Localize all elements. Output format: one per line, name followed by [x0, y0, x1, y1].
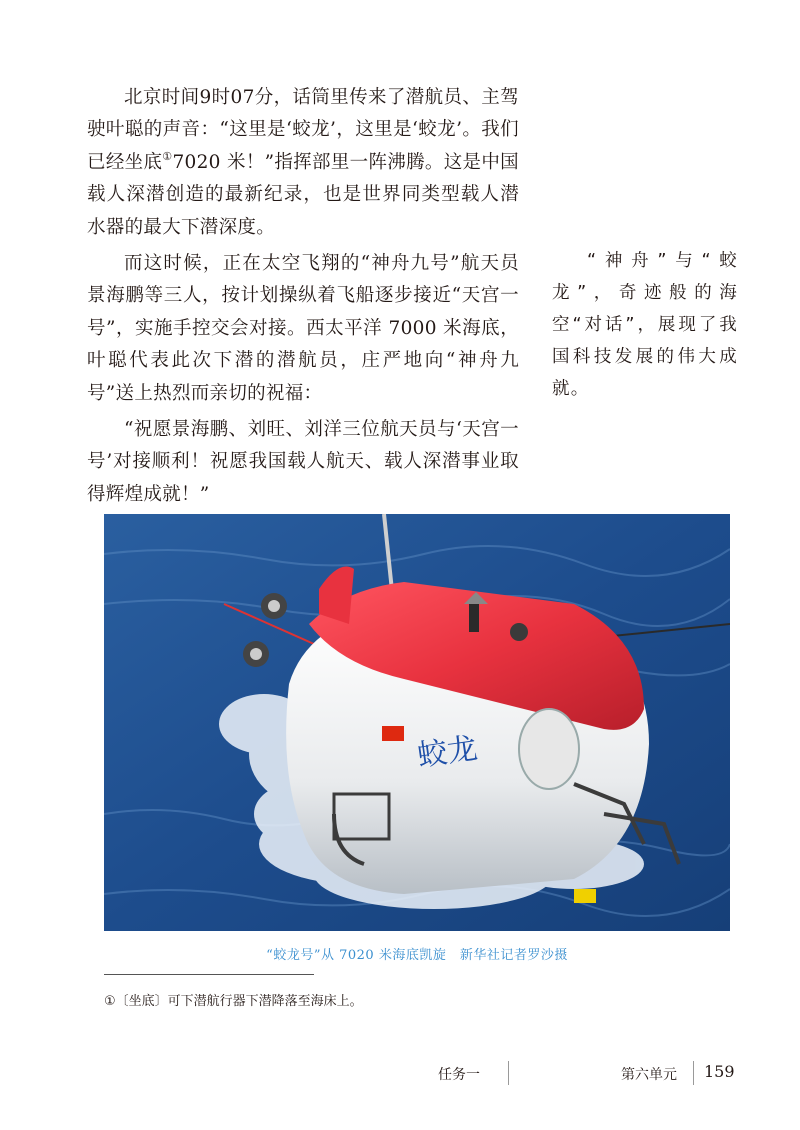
- paragraph-1-head: 北京时间9时07分，话筒里传来了潜航员、主驾驶叶聪的声音：“这里是‘蛟龙’，这里是‘蛟龙’。我们已经坐底: [87, 87, 519, 173]
- photo-illustration: [104, 514, 730, 931]
- footer-task-label: 任务一: [438, 1067, 480, 1083]
- footer-divider: [508, 1061, 509, 1085]
- viewport-window: [519, 709, 579, 789]
- hull-lettering: 蛟龙: [415, 730, 480, 774]
- flag-icon: [382, 726, 404, 741]
- footer-unit-label: 第六单元: [621, 1067, 677, 1083]
- paragraph-1: [87, 82, 519, 244]
- yellow-marker: [574, 889, 596, 903]
- footnote: ①〔坐底〕可下潜航行器下潜降落至海床上。: [104, 994, 363, 1009]
- footer-divider: [693, 1061, 694, 1085]
- main-text: [87, 82, 519, 511]
- footnote-reference[interactable]: ①: [162, 149, 173, 163]
- margin-note: “神舟”与“蛟龙”，奇迹般的海空“对话”，展现了我国科技发展的伟大成就。: [552, 251, 738, 399]
- jiaolong-submersible-photo: [104, 514, 730, 931]
- paragraph-2: 而这时候，正在太空飞翔的“神舟九号”航天员景海鹏等三人，按计划操纵着飞船逐步接近“天宫一号”，实施手控交会对接。西太平洋 7000 米海底，叶聪代表此次下潜的潜航员，庄严地向“神舟九号”送上热烈而亲切的祝福：: [87, 253, 519, 404]
- paragraph-1-tail: 7020 米！”指挥部里一阵沸腾。这是中国载人深潜创造的最新纪录，也是世界同类型载人潜水器的最大下潜深度。: [87, 151, 519, 238]
- page-number: 159: [704, 1062, 735, 1081]
- photo-caption: “蛟龙号”从 7020 米海底凯旋 新华社记者罗沙摄: [266, 948, 568, 963]
- paragraph-3: “祝愿景海鹏、刘旺、刘洋三位航天员与‘天宫一号’对接顺利！祝愿我国载人航天、载人深潜事业取得辉煌成就！”: [87, 419, 519, 505]
- footnote-divider: [104, 974, 314, 975]
